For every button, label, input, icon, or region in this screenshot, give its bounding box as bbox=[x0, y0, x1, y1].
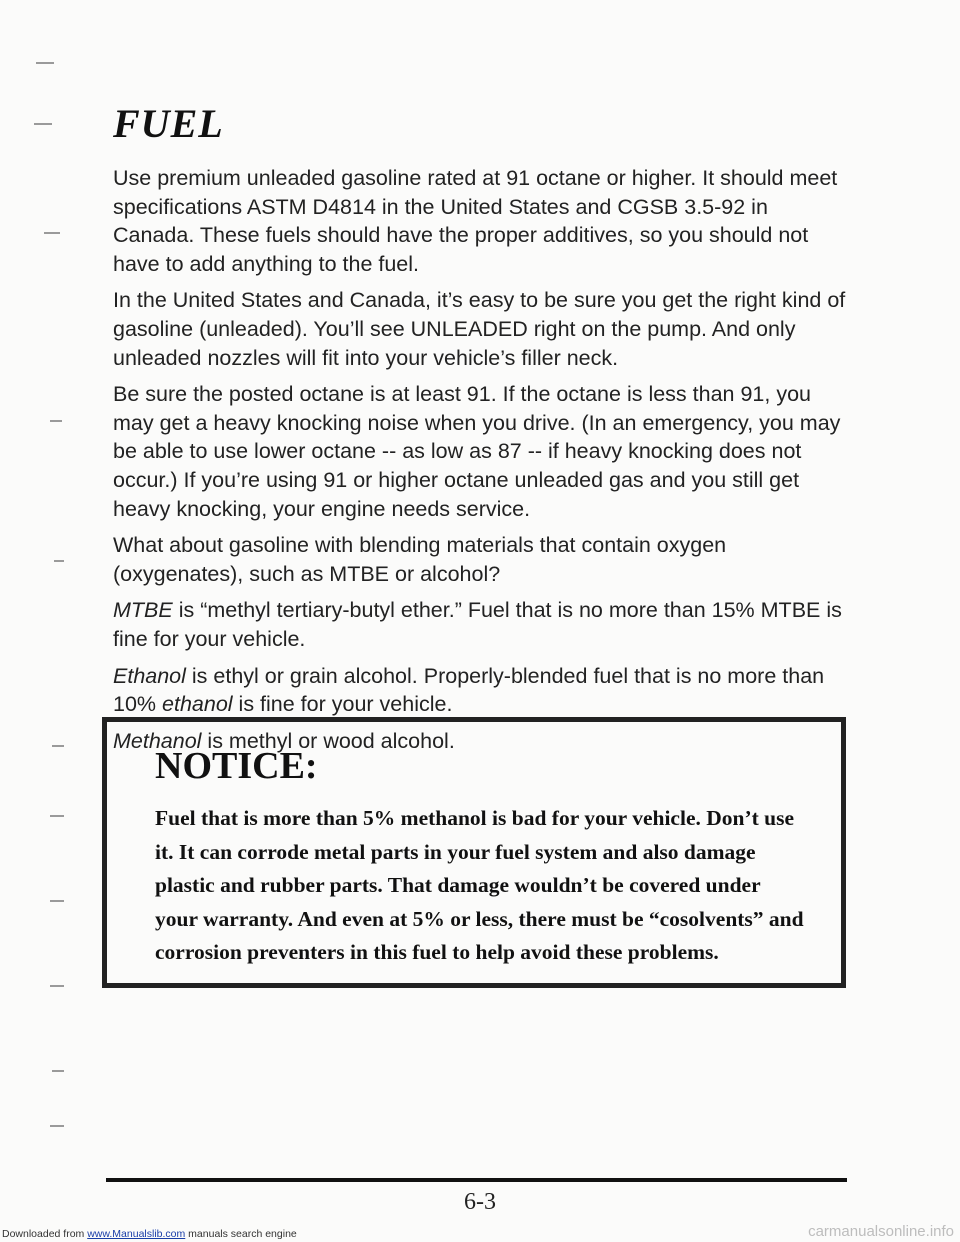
margin-tick-marks bbox=[0, 0, 80, 1242]
notice-title: NOTICE: bbox=[155, 745, 318, 787]
paragraph: Be sure the posted octane is at least 91. If the octane is less than 91, you may get a heavy knocking noise when you drive. (In an emergency, you may be able to use lower octane -- as low as 87 -- if heavy knocking does not occur.) If you’re using 91 or higher octane unleaded gas and you still get heavy knocking, your engine needs service. bbox=[113, 382, 841, 521]
ethanol-text: is ethyl or grain alcohol. Properly-blended fuel that is no more than 10% bbox=[113, 663, 825, 717]
paragraph: Use premium unleaded gasoline rated at 91 octane or higher. It should meet specifications ASTM D4814 in the United States and CGSB 3.5-92 in Canada. These fuels should have the proper additives, so you should not have to add anything to the fuel. bbox=[113, 166, 838, 276]
methanol-term: Methanol bbox=[113, 728, 202, 753]
section-heading: FUEL bbox=[113, 101, 224, 146]
mtbe-term: MTBE bbox=[113, 598, 173, 623]
watermark-suffix: manuals search engine bbox=[185, 1228, 297, 1240]
ethanol-term-inline: ethanol bbox=[162, 692, 233, 717]
body-text bbox=[113, 164, 853, 763]
site-watermark: carmanualsonline.info bbox=[808, 1223, 954, 1240]
notice-box bbox=[102, 717, 846, 988]
ethanol-paragraph bbox=[113, 662, 853, 719]
paragraph: In the United States and Canada, it’s easy to be sure you get the right kind of gasoline (unleaded). You’ll see UNLEADED right on the pump. And only unleaded nozzles will fit into your vehicle’s filler neck. bbox=[113, 288, 846, 370]
footer-rule bbox=[106, 1178, 847, 1182]
mtbe-text: is “methyl tertiary-butyl ether.” Fuel that is no more than 15% MTBE is fine for your vehicle. bbox=[113, 598, 842, 651]
methanol-text: is methyl or wood alcohol. bbox=[201, 728, 455, 753]
ethanol-text-end: is fine for your vehicle. bbox=[232, 692, 453, 717]
mtbe-paragraph bbox=[113, 596, 853, 653]
page-number: 6-3 bbox=[464, 1189, 496, 1215]
ethanol-term: Ethanol bbox=[113, 663, 186, 688]
notice-text: Fuel that is more than 5% methanol is bad for your vehicle. Don’t use it. It can corrode metal parts in your fuel system and also damage plastic and rubber parts. That damage wouldn’t be covered under your warranty. And even at 5% or less, there must be “cosolvents” and corrosion preventers in this fuel to help avoid these problems. bbox=[155, 806, 804, 964]
manualslib-link[interactable]: www.Manualslib.com bbox=[87, 1228, 186, 1240]
watermark-prefix: Downloaded from bbox=[2, 1228, 88, 1240]
paragraph: What about gasoline with blending materials that contain oxygen (oxygenates), such as MTBE or alcohol? bbox=[113, 533, 727, 586]
download-watermark bbox=[2, 1228, 297, 1240]
